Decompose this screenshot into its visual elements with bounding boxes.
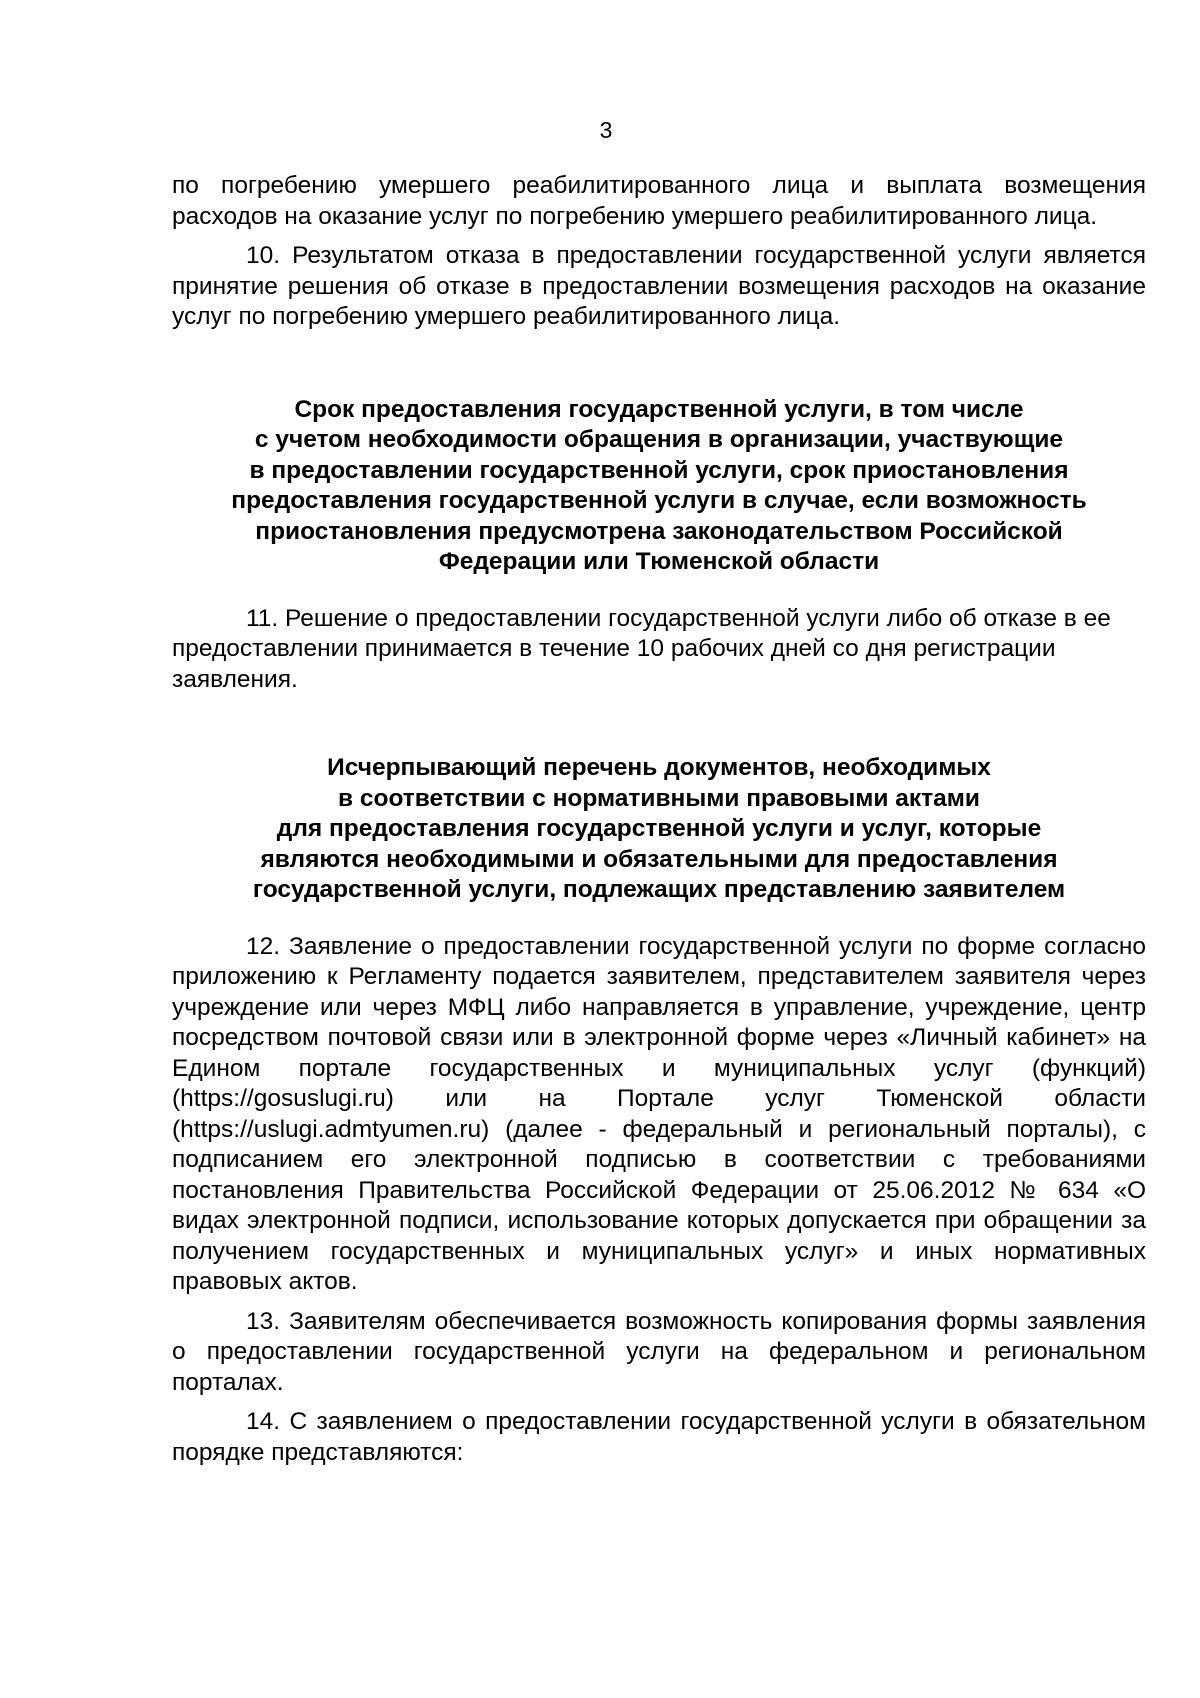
heading-line: Срок предоставления государственной услуги, в том числе (294, 395, 1024, 423)
heading-line: с учетом необходимости обращения в организации, участвующие (254, 426, 1064, 453)
section-heading-documents (172, 753, 1146, 906)
paragraph-14: 14. С заявлением о предоставлении государственной услуги в обязательном порядке представляются: (172, 1408, 1146, 1466)
heading-line: Исчерпывающий перечень документов, необходимых (327, 754, 991, 781)
paragraph-12: 12. Заявление о предоставлении государственной услуги по форме согласно приложению к Регламенту подается заявителем, представителем заявителя через учреждение или через МФЦ либо направляется в управление, учреждение, центр посредством почтовой связи или в электронной форме через «Личный кабинет» на Едином портале государственных и муниципальных услуг (функций) (https://gosuslugi.ru) или на Портале услуг Тюменской области (https://uslugi.admtyumen.ru) (далее - федеральный и региональный порталы), с подписанием его электронной подписью в соответствии с требованиями постановления Правительства Российской Федерации от 25.06.2012 № 634 «О видах электронной подписи, использование которых допускается при обращении за получением государственных и муниципальных услуг» и иных нормативных правовых актов. (172, 932, 1146, 1295)
page-number: 3 (599, 117, 613, 143)
section-heading-term (172, 395, 1146, 578)
heading-line: приостановления предусмотрена законодательством Российской (255, 517, 1063, 545)
heading-line: в соответствии с нормативными правовыми актами (337, 784, 980, 812)
heading-line: государственной услуги, подлежащих представлению заявителем (252, 876, 1066, 903)
heading-line: предоставления государственной услуги в случае, если возможность (231, 487, 1087, 514)
paragraph-10: 10. Результатом отказа в предоставлении государственной услуги является принятие решения об отказе в предоставлении возмещения расходов на оказание услуг по погребению умершего реабилитированного лица. (172, 242, 1146, 330)
paragraph-11: 11. Решение о предоставлении государственной услуги либо об отказе в ее предоставлении принимается в течение 10 рабочих дней со дня регистрации заявления. (172, 604, 1111, 693)
heading-line: являются необходимыми и обязательными для предоставления (260, 845, 1058, 873)
heading-line: Федерации или Тюменской области (438, 548, 880, 575)
paragraph-13: 13. Заявителям обеспечивается возможность копирования формы заявления о предоставлении государственной услуги на федеральном и региональном порталах. (172, 1307, 1146, 1396)
heading-line: для предоставления государственной услуги и услуг, которые (276, 815, 1042, 842)
heading-line: в предоставлении государственной услуги, срок приостановления (249, 456, 1069, 484)
document-body (172, 171, 1146, 1468)
paragraph-continuation: по погребению умершего реабилитированного лица и выплата возмещения расходов на оказание услуг по погребению умершего реабилитированного лица. (172, 172, 1146, 230)
